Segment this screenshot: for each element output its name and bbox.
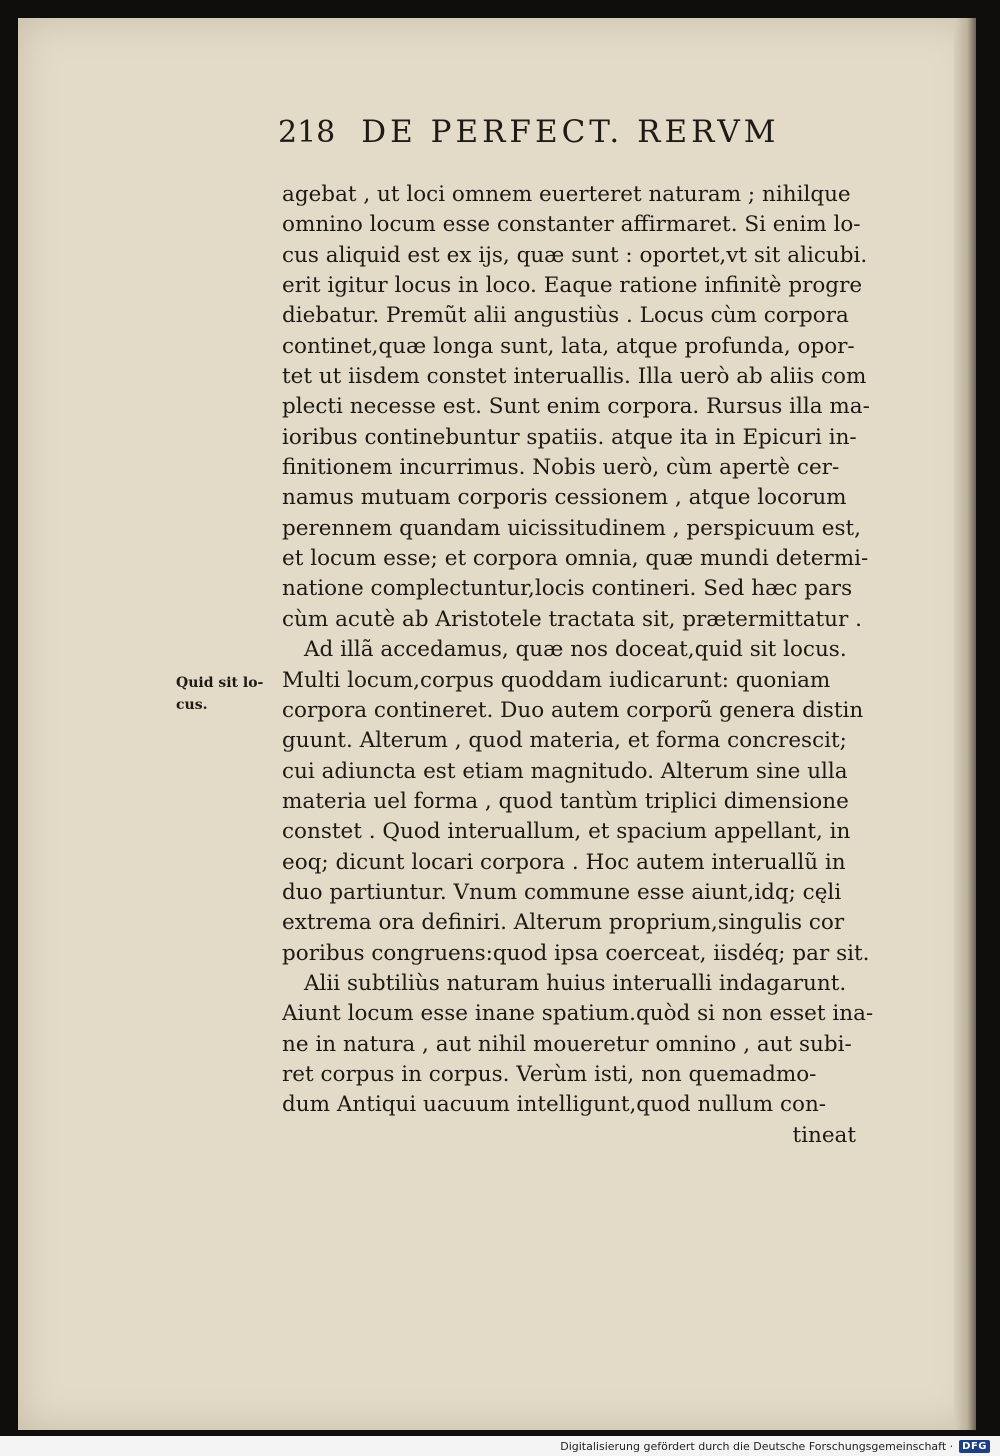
text-line: finitionem incurrimus. Nobis uerò, cùm apertè cer- — [282, 455, 840, 481]
text-line: constet . Quod interuallum, et spacium appellant, in — [282, 819, 851, 845]
page-edge — [954, 18, 976, 1430]
text-line: ne in natura , aut nihil moueretur omnino , aut subi- — [282, 1031, 852, 1057]
running-head — [278, 114, 808, 158]
marginal-note — [176, 672, 286, 716]
text-line: perennem quandam uicissitudinem , perspicuum est, — [282, 515, 861, 541]
marginal-note-line: Quid sit lo- — [176, 675, 264, 691]
text-line: erit igitur locus in loco. Eaque ratione infinitè progre — [282, 273, 863, 299]
dfg-logo: DFG — [959, 1440, 990, 1453]
text-line: cui adiuncta est etiam magnitudo. Alterum sine ulla — [282, 758, 848, 784]
text-line: cùm acutè ab Aristotele tractata sit, prætermittatur . — [282, 606, 862, 632]
text-line: poribus congruens:quod ipsa coerceat, iisdéq; par sit. — [282, 940, 870, 966]
text-line: tet ut iisdem constet interuallis. Illa uerò ab aliis com — [282, 364, 867, 390]
text-line: duo partiuntur. Vnum commune esse aiunt,idq; cęli — [282, 879, 842, 905]
footer-credit: Digitalisierung gefördert durch die Deutsche Forschungsgemeinschaft · — [560, 1439, 954, 1453]
text-line: cus aliquid est ex ijs, quæ sunt : oportet,vt sit alicubi. — [282, 242, 868, 268]
text-line: Multi locum,corpus quoddam iudicarunt: quoniam — [282, 667, 831, 693]
footer-bar — [0, 1436, 1000, 1456]
text-line: omnino locum esse constanter affirmaret. Si enim lo- — [282, 212, 861, 238]
text-line: materia uel forma , quod tantùm triplici dimensione — [282, 788, 849, 814]
marginal-note-line: cus. — [176, 697, 208, 713]
running-head-title: DE PERFECT. RERVM — [361, 114, 780, 150]
text-line: guunt. Alterum , quod materia, et forma concrescit; — [282, 728, 847, 754]
text-line: tineat — [792, 1122, 856, 1148]
text-line: eoq; dicunt locari corpora . Hoc autem interuallũ in — [282, 849, 846, 875]
text-line: ioribus continebuntur spatiis. atque ita in Epicuri in- — [282, 424, 857, 450]
text-line: namus mutuam corporis cessionem , atque locorum — [282, 485, 847, 511]
page-number: 218 — [278, 115, 336, 150]
text-line: plecti necesse est. Sunt enim corpora. Rursus illa ma- — [282, 394, 870, 420]
text-line: extrema ora definiri. Alterum proprium,singulis cor — [282, 910, 845, 936]
body-text — [282, 180, 910, 1151]
text-line: corpora contineret. Duo autem corporũ genera distin — [282, 697, 864, 723]
text-line: et locum esse; et corpora omnia, quæ mundi determi- — [282, 546, 869, 572]
text-line: agebat , ut loci omnem euerteret naturam ; nihilque — [282, 182, 851, 207]
text-line: Alii subtiliùs naturam huius interualli indagarunt. — [304, 970, 847, 996]
text-line: diebatur. Premũt alii angustiùs . Locus cùm corpora — [282, 303, 849, 329]
text-line: ret corpus in corpus. Verùm isti, non quemadmo- — [282, 1061, 817, 1087]
text-line: natione complectuntur,locis contineri. Sed hæc pars — [282, 576, 853, 602]
text-line: Ad illã accedamus, quæ nos doceat,quid sit locus. — [304, 637, 847, 663]
text-line: Aiunt locum esse inane spatium.quòd si non esset ina- — [282, 1001, 874, 1027]
text-line: dum Antiqui uacuum intelligunt,quod nullum con- — [282, 1092, 827, 1118]
text-line: continet,quæ longa sunt, lata, atque profunda, opor- — [282, 333, 855, 359]
